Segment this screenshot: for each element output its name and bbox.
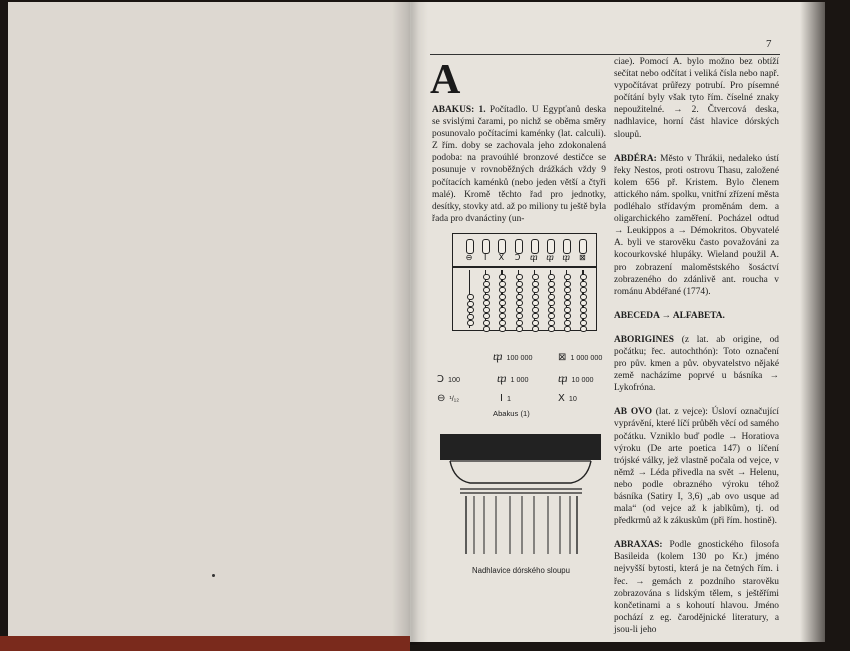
abacus-bead [516, 300, 523, 306]
abacus-lower-beads [516, 274, 521, 326]
abacus-bead [499, 281, 506, 287]
abacus-bead [548, 320, 555, 326]
abacus-rod-symbol: ⊖ [465, 253, 473, 262]
abacus-bead [564, 281, 571, 287]
abacus-bead [580, 313, 587, 319]
entry-ab-ovo [614, 406, 779, 527]
figure-caption-doric: Nadhlavice dórského sloupu [472, 566, 570, 575]
abacus-bead [564, 294, 571, 300]
legend-100000: ⴔ 100 000 [493, 352, 533, 363]
entry-abdera [614, 153, 779, 298]
abacus-bead [548, 307, 555, 313]
abacus-upper-bead [531, 239, 539, 254]
text-abakus: Počítadlo. U Egypťanů deska se svislými čarami, po nichž se oběma směry posunovalo počítacími kaménky (lat. calculi). Z řím. doby se zachovala jeho zdokonalená podoba: na pravoúhlé bronzové destičce se posunuje v rovnoběžných drážkách vždy 9 počítacích kaménků (nebo jeden větší a čtyři malé). Kromě těchto řad pro jednotky, desítky, stovky atd. až po miliony tu ještě byla řada pro dvanáctiny (un- [432, 105, 606, 224]
abacus-rod-symbol: ⴔ [529, 253, 538, 262]
text-aborigines: (z lat. ab origine, od počátku; řec. autochthón): Toto označení pro pův. kmen a pův. obyvatelstvo nějaké země nacházíme poprvé u básníka → Lykofróna. [614, 334, 779, 394]
abacus-bead [532, 281, 539, 287]
abacus-lower-beads [499, 274, 504, 326]
legend-symbol-icon: Ↄ [437, 374, 445, 385]
abacus-rod-symbol: I [484, 253, 487, 262]
abacus-bead [564, 287, 571, 293]
abacus-bead [532, 274, 539, 280]
entry-abeceda [614, 310, 779, 322]
text-ab-ovo: (lat. z vejce): Úsloví označující vyprávění, které líčí průběh věcí od samého počátku. Vzniklo buď podle → Horatiova výroku (De arte poetica 147) o líčení trójské války, jež vlastně počala od vejce, v němž → Léda přivedla na svět → Helenu, nebo podle obrazného výroku téhož básníka (Satiry I, 3,6) „ab ovo usque ad mala“ (od vejce až k jablkům), tj. od předkrmů až k zákuskům (při řím. hostině). [614, 407, 779, 527]
page-number: 7 [766, 38, 772, 50]
legend-10: X 10 [558, 393, 577, 404]
abacus-bead [532, 313, 539, 319]
abacus-bead [548, 274, 555, 280]
headword-aborigines: ABORIGINES [614, 334, 674, 345]
abacus-bead [483, 287, 490, 293]
doric-column-shaft [460, 486, 582, 554]
legend-symbol-icon: ⊖ [437, 393, 446, 404]
abacus-bead [548, 313, 555, 319]
abacus-lower-beads [580, 274, 585, 326]
abacus-bead [580, 320, 587, 326]
legend-1000000: ⊠ 1 000 000 [558, 352, 603, 363]
abacus-bead [564, 313, 571, 319]
legend-symbol-icon: ⴔ [493, 352, 503, 363]
page-speck [212, 574, 215, 577]
headword-abraxas: ABRAXAS: [614, 540, 663, 551]
abacus-bead [499, 307, 506, 313]
abacus-bead [564, 274, 571, 280]
abacus-lower-beads [467, 294, 472, 346]
abacus-bead [564, 300, 571, 306]
legend-100: Ↄ 100 [437, 374, 461, 385]
abacus-lower-beads [483, 274, 488, 326]
abacus-bead [499, 300, 506, 306]
abacus-bead [548, 300, 555, 306]
book-gutter [392, 0, 428, 645]
page-edge-shadow [800, 0, 850, 651]
legend-symbol-icon: ⊠ [558, 352, 567, 363]
abacus-rod-symbol: ⊠ [579, 253, 586, 262]
abacus-bead [580, 281, 587, 287]
abacus-upper-bead [579, 239, 587, 254]
continuation-paragraph: ciae). Pomocí A. bylo možno bez obtíží sečítat nebo odčítat i veliká čísla nebo např. vypočítávat průřezy potrubí. Pro písemné počítání byly však tyto řím. číselné znaky nepoužitelné. → 2. Čtvercová deska, nadhlavice, horní část hlavice dórských sloupů. [614, 57, 779, 140]
abacus-bead [483, 294, 490, 300]
abacus-bead [516, 274, 523, 280]
abacus-bead [580, 294, 587, 300]
abacus-bead [483, 326, 490, 332]
abacus-bead [548, 326, 555, 332]
abacus-bead [516, 287, 523, 293]
abacus-bead [483, 274, 490, 280]
headword-ab-ovo: AB OVO [614, 407, 652, 418]
abacus-divider [453, 266, 596, 268]
abacus-bead [516, 307, 523, 313]
abacus-rod-symbol: Ↄ [514, 253, 521, 262]
abacus-bead [483, 281, 490, 287]
abacus-bead [564, 326, 571, 332]
legend-symbol-icon: I [500, 393, 503, 404]
abacus-upper-bead [515, 239, 523, 254]
legend-10000: ⴔ 10 000 [558, 374, 594, 385]
headword-abdera: ABDÉRA: [614, 153, 657, 164]
abacus-bead [580, 300, 587, 306]
abacus-bead [580, 274, 587, 280]
doric-capital-echinus [448, 460, 593, 484]
abacus-bead [516, 281, 523, 287]
abacus-bead [580, 307, 587, 313]
abacus-bead [516, 313, 523, 319]
headword-abeceda: ABECEDA → ALFABETA. [614, 310, 725, 321]
abacus-bead [483, 307, 490, 313]
abacus-bead [516, 326, 523, 332]
entry-abakus [432, 104, 606, 237]
abacus-bead [532, 326, 539, 332]
abacus-bead [548, 294, 555, 300]
abacus-bead [467, 307, 474, 313]
abacus-bead [499, 274, 506, 280]
abacus-lower-beads [564, 274, 569, 326]
legend-1000: ⴔ 1 000 [497, 374, 529, 385]
abacus-lower-beads [548, 274, 553, 326]
abacus-bead [467, 301, 474, 307]
abacus-bead [483, 300, 490, 306]
abacus-bead [516, 320, 523, 326]
abacus-bead [499, 294, 506, 300]
figure-caption-abakus: Abakus (1) [493, 409, 530, 418]
book-cover-edge [0, 636, 410, 651]
abacus-bead [467, 314, 474, 320]
abacus-bead [467, 320, 474, 326]
abacus-rod-symbol: X [498, 253, 505, 262]
doric-capital-abacus [440, 434, 601, 460]
legend-symbol-icon: ⴔ [558, 374, 568, 385]
abacus-bead [499, 287, 506, 293]
abacus-bead [564, 320, 571, 326]
abacus-bead [580, 287, 587, 293]
section-letter: A [430, 57, 461, 103]
abacus-rod-symbol: ⴔ [546, 253, 554, 262]
abacus-upper-bead [547, 239, 555, 254]
left-page-blank [8, 2, 410, 642]
abacus-bead [483, 313, 490, 319]
abacus-bead [532, 300, 539, 306]
abacus-bead [532, 287, 539, 293]
text-abdera: Město v Thrákii, nedaleko ústí řeky Nestos, proti ostrovu Thasu, založené kolem 656 př. Kristem. Bylo členem attického nám. spolku, vnitřní zřízení města podléhalo střídavým proměnám dem. a oligarchického zaměření. Pocházel odtud → Leukippos a → Démokritos. Obyvatelé A. byli ve starověku často považováni za kocourkovské hlupáky. Wieland použil A. pro zobrazení maloměstského šosáctví zobrazeného do zdánlivě ant. roucha v románu Abdéřané (1774). [614, 153, 779, 297]
abacus-bead [516, 294, 523, 300]
abacus-upper-bead [482, 239, 490, 254]
legend-twelfth: ⊖ ¹/₁₂ [437, 393, 459, 404]
abacus-bead [532, 294, 539, 300]
abacus-rod-symbol: ⴔ [562, 253, 570, 262]
header-rule [430, 54, 780, 55]
right-text-column [614, 56, 779, 648]
abacus-bead [499, 320, 506, 326]
abacus-bead [467, 294, 474, 300]
abacus-lower-beads [532, 274, 537, 326]
legend-symbol-icon: ⴔ [497, 374, 507, 385]
abacus-bead [548, 287, 555, 293]
abacus-upper-bead [563, 239, 571, 254]
abacus-upper-bead [498, 239, 506, 254]
legend-1: I 1 [500, 393, 511, 404]
abacus-bead [548, 281, 555, 287]
abacus-bead [564, 307, 571, 313]
abacus-bead [499, 313, 506, 319]
abacus-bead [532, 307, 539, 313]
abacus-upper-bead [466, 239, 474, 254]
entry-abraxas [614, 539, 779, 636]
headword-abakus: ABAKUS: 1. [432, 105, 486, 115]
entry-aborigines [614, 334, 779, 394]
abacus-illustration [452, 233, 597, 331]
abacus-bead [483, 320, 490, 326]
abacus-bead [532, 320, 539, 326]
legend-symbol-icon: X [558, 393, 565, 404]
text-abraxas: Podle gnostického filosofa Basileida (kolem 130 po Kr.) jméno nejvyšší bytosti, která je na četných řím. i řec. → gemách z pozdního starověku zobrazována s lidským tělem, s ještěřími končetinami a s kohoutí hlavou. Jméno pochází z eg. čarodějnické literatury, a jsou-li jeho [614, 540, 779, 635]
